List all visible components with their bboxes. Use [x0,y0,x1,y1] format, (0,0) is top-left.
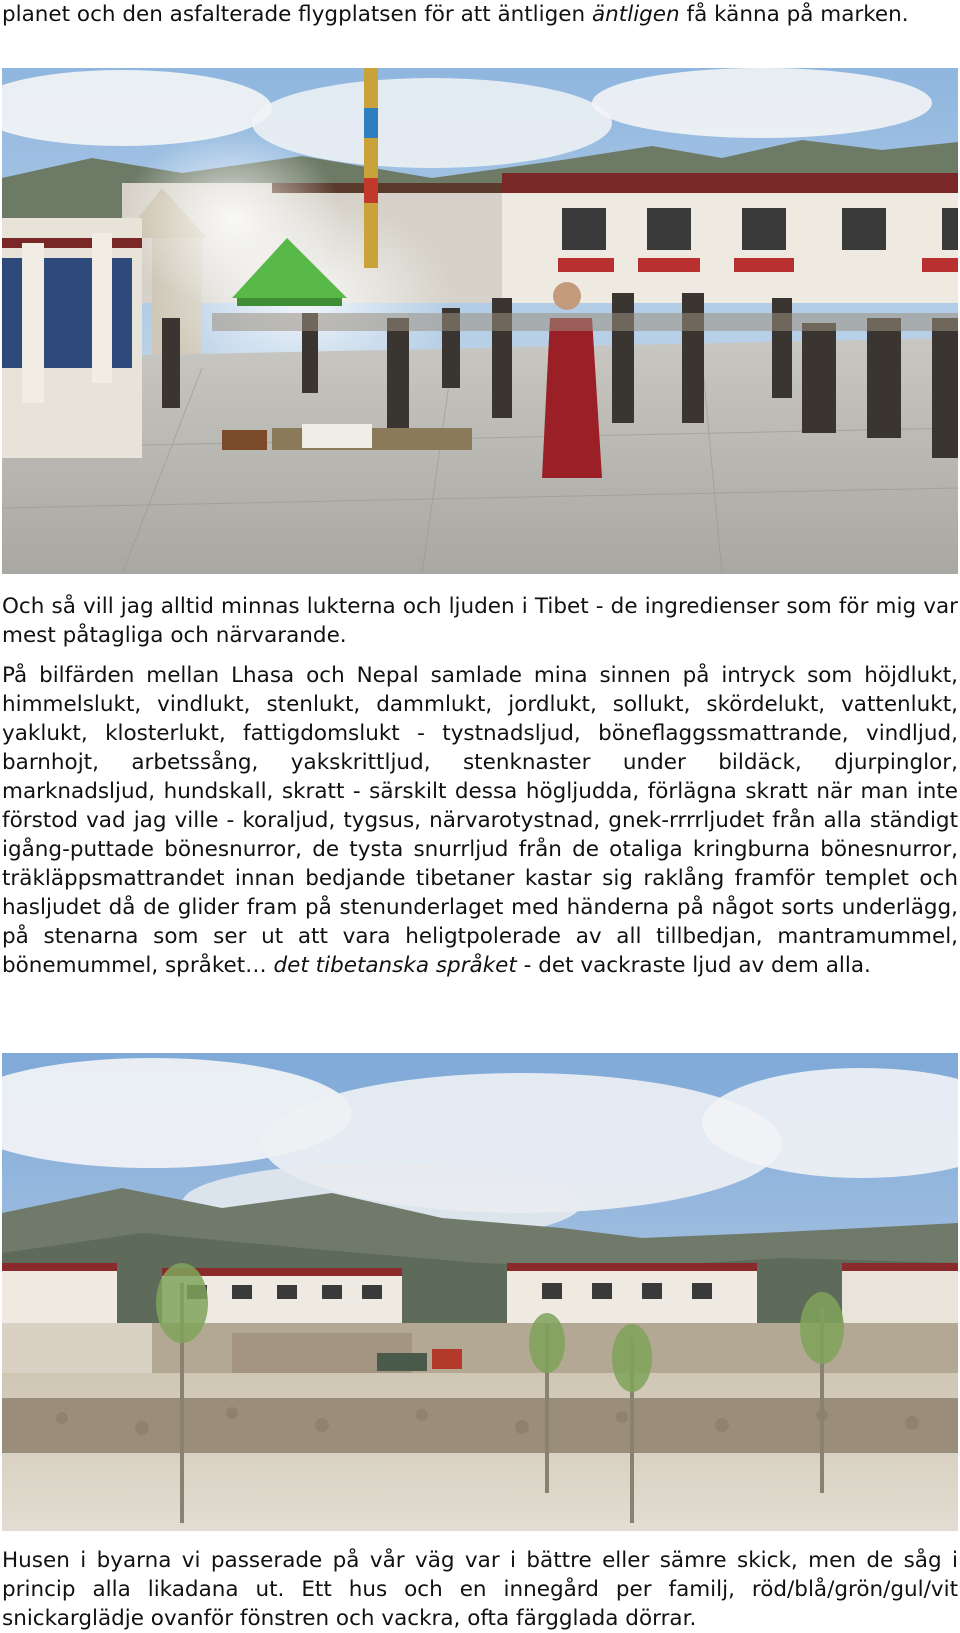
paragraph-memories: Och så vill jag alltid minnas lukterna och ljuden i Tibet - de ingredienser som för mig var mest påtagliga och närvarande. [2,594,958,648]
tibetan-village-image [2,1053,958,1531]
intro-emphasis: äntligen [591,2,680,27]
paragraph-village-houses: Husen i byarna vi passerade på vår väg var i bättre eller sämre skick, men de såg i princip alla likadana ut. Ett hus och en innegård per familj, röd/blå/grön/gul/vit snickarglädje ovanför fönstren och vackra, ofta färgglada dörrar. [2,1548,958,1631]
paragraph-senses [2,661,958,980]
senses-emphasis: det tibetanska språket [273,953,517,978]
photo-tibetan-village [2,1053,958,1531]
photo-jokhang-square [2,68,958,574]
senses-text-a: På bilfärden mellan Lhasa och Nepal samlade mina sinnen på intryck som höjdlukt, himmelslukt, vindlukt, stenlukt, dammlukt, jordlukt, sollukt, skördelukt, vattenlukt, yaklukt, klosterlukt, fattigdomslukt - tystnadsljud, böneflaggssmattrande, vindljud, barnhojt, arbetssång, yakskrittljud, stenknaster under bildäck, djurpinglor, marknadsljud, hundskall, skratt - särskilt dessa högljudda, förlägna skratt när man inte förstod vad jag ville - koraljud, tygsus, närvarotystnad, gnek-rrrrljudet från alla ständigt igång-puttade bönesnurror, de tysta snurrljud från de otaliga kringburna bönesnurror, träkläppsmattrandet innan bedjande tibetaner kastar sig raklång framför templet och hasljudet då de glider fram på stenunderlaget med händerna på något sorts underlägg, på stenarna som ser ut att vara heligtpolerade av all tillbedjan, mantramummel, bönemummel, språket… [2,663,958,978]
jokhang-square-image [2,68,958,574]
intro-text-b: få känna på marken. [679,2,909,27]
senses-text-b: - det vackraste ljud av dem alla. [516,953,871,978]
paragraph-intro [2,0,958,29]
intro-text-a: planet och den asfalterade flygplatsen för att äntligen [2,2,592,27]
